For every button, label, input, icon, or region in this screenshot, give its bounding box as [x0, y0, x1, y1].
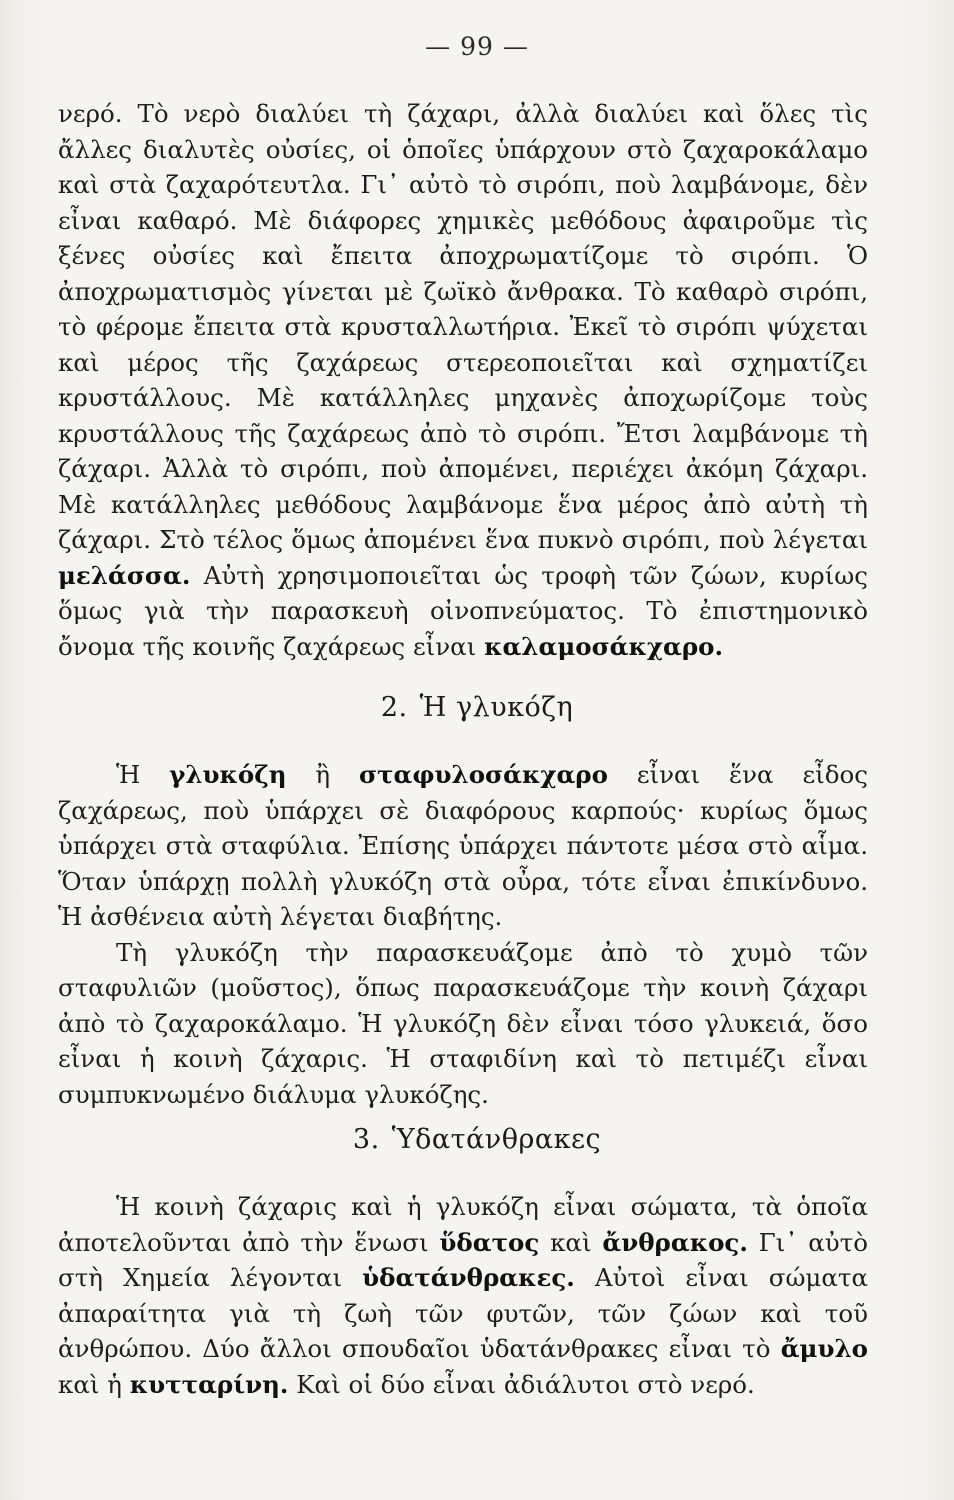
- bold-term: ἄμυλο: [780, 1334, 868, 1363]
- paragraph-text: Ἡ κοινὴ ζάχαρις καὶ ἡ γλυκόζη εἶναι σώματα, τὰ ὁποῖα ἀποτελοῦνται ἀπὸ τὴν ἕνωσι: [58, 1192, 868, 1257]
- heading-number: 3.: [352, 1124, 380, 1155]
- bold-term: ὕδατος: [439, 1227, 540, 1257]
- section-2-heading: [0, 692, 954, 723]
- paragraph: [58, 935, 868, 1113]
- paragraph-text: ἢ: [315, 760, 331, 789]
- heading-number: 2.: [380, 692, 408, 723]
- bold-term: ἄνθρακος.: [602, 1227, 748, 1257]
- paragraph-text: καὶ ἡ: [58, 1369, 122, 1399]
- paragraph: [58, 96, 868, 664]
- section-1-text: [58, 96, 868, 664]
- paragraph-text: καὶ: [550, 1227, 592, 1257]
- paragraph-text: Αὐτὴ χρησιμοποιεῖται ὡς τροφὴ τῶν ζώων, κυρίως ὅμως γιὰ τὴν παρασκευὴ οἰνοπνεύματος. Τὸ ἐπιστημονικὸ ὄνομα τῆς κοινῆς ζαχάρεως εἶναι: [58, 560, 868, 661]
- paragraph-text: Καὶ οἱ δύο εἶναι ἀδιάλυτοι στὸ νερό.: [296, 1369, 755, 1399]
- paragraph-text: Τὴ γλυκόζη τὴν παρασκευάζομε ἀπὸ τὸ χυμὸ τῶν σταφυλιῶν (μοῦστος), ὅπως παρασκευάζομε τὴν κοινὴ ζάχαρι ἀπὸ τὸ ζαχαροκάλαμο. Ἡ γλυκόζη δὲν εἶναι τόσο γλυκειά, ὅσο εἶναι ἡ κοινὴ ζάχαρις. Ἡ σταφιδίνη καὶ τὸ πετιμέζι εἶναι συμπυκνωμένο διάλυμα γλυκόζης.: [58, 937, 868, 1109]
- bold-term: γλυκόζη: [169, 760, 287, 789]
- bold-term: καλαμοσάκχαρο.: [484, 631, 724, 661]
- paragraph-text: εἶναι ἕνα εἶδος ζαχάρεως, ποὺ ὑπάρχει σὲ διαφόρους καρπούς· κυρίως ὅμως ὑπάρχει στὰ σταφύλια. Ἐπίσης ὑπάρχει πάντοτε μέσα στὸ αἷμα. Ὅταν ὑπάρχῃ πολλὴ γλυκόζη στὰ οὖρα, τότε εἶναι ἐπικίνδυνο. Ἡ ἀσθένεια αὐτὴ λέγεται διαβήτης.: [58, 760, 868, 931]
- heading-title: Ὑδατάνθρακες: [391, 1124, 602, 1155]
- bold-term: κυτταρίνη.: [129, 1369, 289, 1399]
- section-2-text: [58, 757, 868, 1112]
- section-3-heading: [0, 1124, 954, 1155]
- bold-term: μελάσσα.: [58, 560, 191, 590]
- paragraph: [58, 1189, 868, 1402]
- paragraph-text: Γι᾿ αὐτὸ στὴ Χημεία λέγονται: [58, 1227, 869, 1292]
- paragraph-text: Αὐτοὶ εἶναι σώματα ἀπαραίτητα γιὰ τὴ ζωὴ τῶν φυτῶν, τῶν ζώων καὶ τοῦ ἀνθρώπου. Δύο ἄλλοι σπουδαῖοι ὑδατάνθρακες εἶναι τὸ: [58, 1263, 868, 1363]
- heading-title: Ἡ γλυκόζη: [419, 692, 574, 723]
- paragraph-text: Ἡ: [116, 760, 141, 789]
- bold-term: ὑδατάνθρακες.: [362, 1263, 575, 1292]
- bold-term: σταφυλοσάκχαρο: [358, 760, 608, 789]
- page-number: — 99 —: [425, 32, 529, 61]
- section-3-text: [58, 1189, 868, 1402]
- paragraph-text: νερό. Τὸ νερὸ διαλύει τὴ ζάχαρι, ἀλλὰ διαλύει καὶ ὅλες τὶς ἄλλες διαλυτὲς οὐσίες, οἱ ὁποῖες ὑπάρχουν στὸ ζαχαροκάλαμο καὶ στὰ ζαχαρότευτλα. Γι᾿ αὐτὸ τὸ σιρόπι, ποὺ λαμβάνομε, δὲν εἶναι καθαρό. Μὲ διάφορες χημικὲς μεθόδους ἀφαιροῦμε τὶς ξένες οὐσίες καὶ ἔπειτα ἀποχρωματίζομε τὸ σιρόπι. Ὁ ἀποχρωματισμὸς γίνεται μὲ ζωϊκὸ ἄνθρακα. Τὸ καθαρὸ σιρόπι, τὸ φέρομε ἔπειτα στὰ κρυσταλλωτήρια. Ἐκεῖ τὸ σιρόπι ψύχεται καὶ μέρος τῆς ζαχάρεως στερεοποιεῖται καὶ σχηματίζει κρυστάλλους. Μὲ κατάλληλες μηχανὲς ἀποχωρίζομε τοὺς κρυστάλλους τῆς ζαχάρεως ἀπὸ τὸ σιρόπι. Ἔτσι λαμβάνομε τὴ ζάχαρι. Ἀλλὰ τὸ σιρόπι, ποὺ ἀπομένει, περιέχει ἀκόμη ζάχαρι. Μὲ κατάλληλες μεθόδους λαμβάνομε ἕνα μέρος ἀπὸ αὐτὴ τὴ ζάχαρι. Στὸ τέλος ὅμως ἀπομένει ἕνα πυκνὸ σιρόπι, ποὺ λέγεται: [58, 99, 868, 554]
- paragraph: [58, 757, 868, 935]
